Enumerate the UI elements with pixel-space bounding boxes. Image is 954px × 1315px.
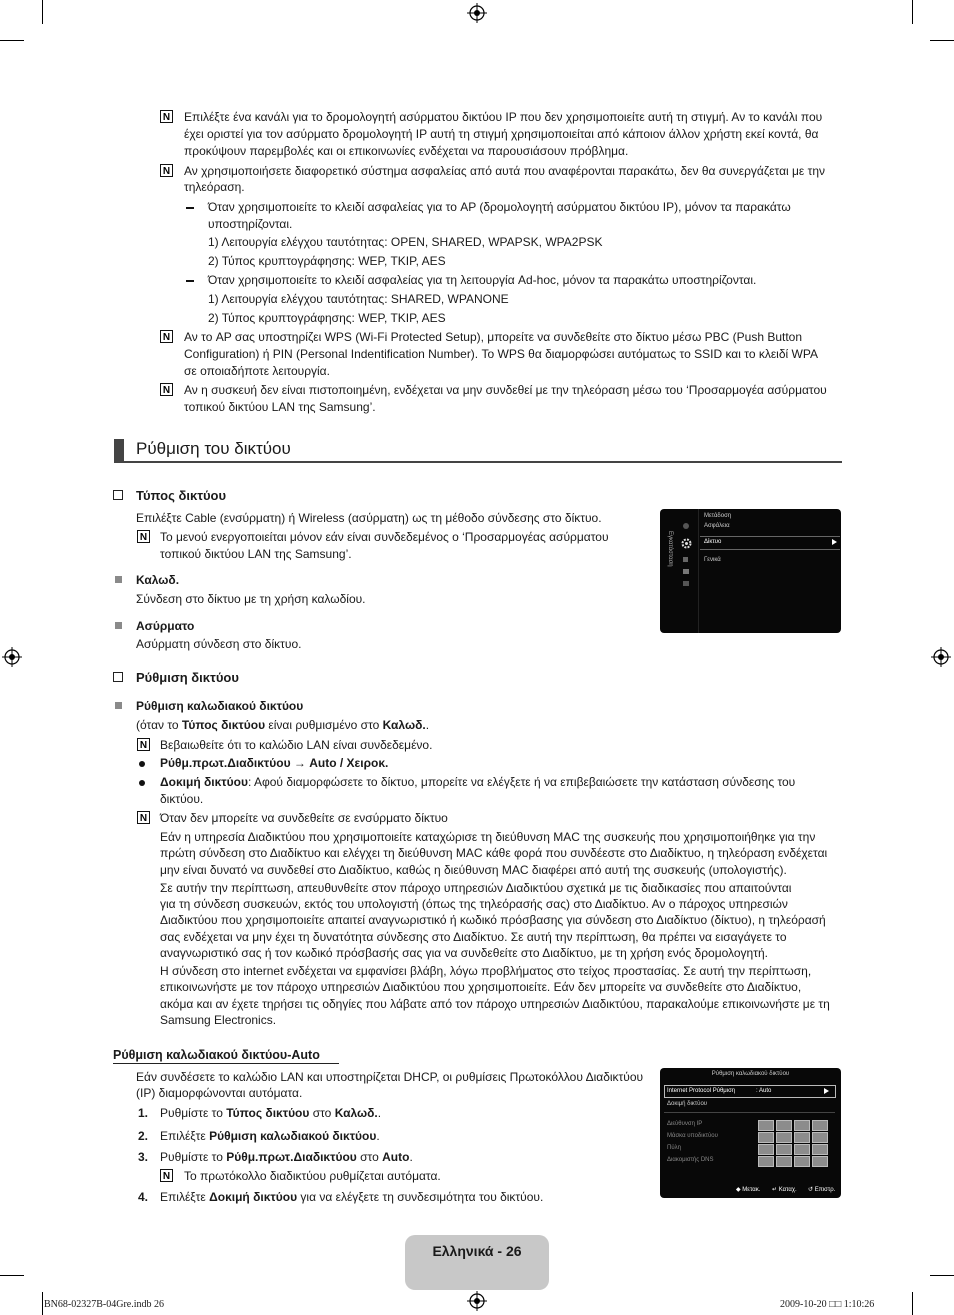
dash-text: 2) Τύπος κρυπτογράφησης: WEP, TKIP, AES (208, 254, 446, 268)
dash-text: 1) Λειτουργία ελέγχου ταυτότητας: OPEN, SHARED, WPAPSK, WPA2PSK (208, 235, 603, 249)
crop-mark (912, 0, 913, 24)
note-text: τοπικού δικτύου LAN της Samsung’. (160, 547, 352, 561)
tv-footer-enter: ↵ Καταχ. (772, 1187, 797, 1193)
note-icon (160, 164, 173, 177)
note-icon (137, 530, 150, 543)
paragraph-line: Διαδικτύου που χρησιμοποιείτε απαιτεί αναγνωριστικό ή κωδικό πρόσβασης για σύνδεση στο Διαδίκτυο (δίκτυο), η τηλεόρασή (160, 913, 826, 927)
arrow-right-icon (832, 539, 837, 545)
registration-mark-icon (467, 3, 487, 23)
tv-ip-octet-field (794, 1132, 810, 1143)
network-test-bullet: Δοκιμή δικτύου: Αφού διαμορφώσετε το δίκτυο, μπορείτε να ελέγξετε ή να επιβεβαιώσετε την κατάσταση σύνδεσης του (160, 775, 796, 789)
dash-text: Όταν χρησιμοποιείτε το κλειδί ασφαλείας για τη λειτουργία Ad-hoc, μόνον τα παρακάτω υποστηρίζονται. (208, 273, 757, 287)
note-text: σε οποιαδήποτε λειτουργία. (184, 364, 330, 378)
square-bullet (115, 702, 122, 709)
crop-mark (42, 0, 43, 24)
tv-ip-octet-field (758, 1132, 774, 1143)
option-cable-desc: Σύνδεση στο δίκτυο με τη χρήση καλωδίου. (136, 592, 366, 606)
svg-text:N: N (139, 532, 148, 543)
note-icon (160, 1169, 173, 1182)
tv-field-label: Διεύθυνση IP (667, 1121, 703, 1127)
svg-text:N: N (139, 740, 148, 751)
tv-divider (698, 509, 699, 633)
note-text: έχει οριστεί για τον ασύρματο δρομολογητή IP αυτή τη στιγμή χρησιμοποιείται από κάποιον άλλον χρήστη εκεί κοντά, θα (184, 127, 819, 141)
section-title: Ρύθμιση του δικτύου (136, 439, 291, 458)
step-text: Επιλέξτε Ρύθμιση καλωδιακού δικτύου. (160, 1129, 380, 1143)
tv-ip-octet-field (794, 1156, 810, 1167)
tv-footer-move: ◆ Μετακ. (736, 1187, 761, 1193)
enter-icon: ↵ (772, 1187, 779, 1193)
crop-mark (0, 1275, 24, 1276)
step-number: 3. (138, 1150, 149, 1164)
tv-menu-icon (683, 569, 689, 574)
option-cable-title: Καλωδ. (136, 573, 180, 587)
round-bullet (139, 761, 145, 767)
paragraph-line: αναγνωριστικό σας ή τον κωδικό πρόσβασής σας για να συνδεθείτε στο Διαδίκτυο, με τη χρήση ενός δρομολογητή. (160, 946, 768, 960)
tv-menu-icon (683, 557, 688, 562)
tv-ip-octet-field (812, 1120, 828, 1131)
tv-ip-octet-field (776, 1156, 792, 1167)
note-icon (137, 738, 150, 751)
svg-text:N: N (162, 112, 171, 123)
tv-menu-item: Γενικά (704, 557, 721, 563)
note-icon (137, 811, 150, 824)
paragraph-line: επικοινωνήστε με τον πάροχο υπηρεσιών Διαδικτύου που χρησιμοποιείτε. Εάν δεν μπορείτε να συνδεθείτε στο Διαδίκτυο, (160, 980, 802, 994)
tv-ip-octet-field (776, 1132, 792, 1143)
heading-checkbox-icon (113, 672, 123, 682)
tv-ip-setting-value: : Auto (756, 1088, 772, 1094)
crop-mark (42, 1292, 43, 1315)
section-title-bar (114, 439, 124, 461)
wired-setup-condition: (όταν το Τύπος δικτύου είναι ρυθμισμένο στο Καλωδ.. (136, 718, 430, 732)
tv-ip-octet-field (758, 1144, 774, 1155)
network-setup-heading: Ρύθμιση δικτύου (136, 670, 239, 685)
crop-mark (930, 1275, 954, 1276)
step-text: Επιλέξτε Δοκιμή δικτύου για να ελέγξετε τη συνδεσιμότητα του δικτύου. (160, 1190, 544, 1204)
paragraph-line: σας ενδέχεται να μην έχει τη δυνατότητα σύνδεσης στο Διαδίκτυο. Σε αυτή την περίπτωση, θα πρέπει να εισαγάγετε το (160, 930, 787, 944)
round-bullet (139, 780, 145, 786)
tv-menu-item: Μετάδοση (704, 513, 732, 519)
tv-ip-setting-label: Internet Protocol Ρύθμιση (667, 1088, 736, 1094)
paragraph-line: Σε αυτήν την περίπτωση, απευθυνθείτε στον πάροχο υπηρεσιών Διαδικτύου σχετικά με τις διαδικασίες που απαιτούνται (160, 881, 792, 895)
tv-footer-return: ↺ Επιστρ. (808, 1187, 836, 1193)
network-type-heading: Τύπος δικτύου (136, 488, 227, 503)
page-number-label: Ελληνικά - 26 (432, 1243, 522, 1259)
note-text: Το μενού ενεργοποιείται μόνον εάν είναι συνδεδεμένος ο ‘Προσαρμογέας ασύρματου (160, 530, 609, 544)
svg-text:N: N (162, 332, 171, 343)
footer-timestamp: 2009-10-20 □□ 1:10:26 (780, 1299, 875, 1310)
note-icon (160, 110, 173, 123)
note-text: Αν χρησιμοποιήσετε διαφορετικό σύστημα ασφαλείας από αυτά που αναφέρονται παρακάτω, δεν θα συνεργάζεται με την (184, 164, 826, 178)
registration-mark-icon (2, 647, 22, 667)
paragraph-line: Samsung Electronics. (160, 1013, 277, 1027)
tv-ip-octet-field (812, 1156, 828, 1167)
option-wireless-desc: Ασύρματη σύνδεση στο δίκτυο. (136, 637, 302, 651)
wired-auto-intro: (IP) διαμορφώνονται αυτόματα. (136, 1086, 303, 1100)
wired-auto-intro: Εάν συνδέσετε το καλώδιο LAN και υποστηρίζεται DHCP, οι ρυθμίσεις Πρωτοκόλλου Διαδικτύου (136, 1070, 644, 1084)
tv-field-label: Διακομιστής DNS (667, 1157, 714, 1163)
note-text: Αν η συσκευή δεν είναι πιστοποιημένη, ενδέχεται να μην συνδεθεί με την τηλεόραση μέσω του ‘Προσαρμογέα ασύρματου (184, 383, 827, 397)
tv-ip-octet-field (794, 1144, 810, 1155)
tv-ip-octet-field (812, 1144, 828, 1155)
tv-side-label: Εγκατάσταση (667, 531, 673, 567)
dash-text: Όταν χρησιμοποιείτε το κλειδί ασφαλείας για το AP (δρομολογητή ασύρματου δικτύου IP), μόνον τα παρακάτω (208, 200, 791, 214)
dash-bullet (186, 280, 194, 282)
tv-setup-menu-screenshot (660, 509, 841, 633)
wired-auto-heading: Ρύθμιση καλωδιακού δικτύου-Auto (113, 1048, 320, 1062)
heading-checkbox-icon (113, 490, 123, 500)
tv-ip-octet-field (776, 1144, 792, 1155)
note-text: Επιλέξτε ένα κανάλι για το δρομολογητή ασύρματου δικτύου IP που δεν χρησιμοποιείτε αυτή τη στιγμή. Αν το κανάλι που (184, 110, 823, 124)
tv-screen-title: Ρύθμιση καλωδιακού δικτύου (711, 1071, 790, 1077)
note-text: Αν το AP σας υποστηρίζει WPS (Wi-Fi Protected Setup), μπορείτε να συνδεθείτε στο δίκτυο μέσω PBC (Push Button (184, 330, 803, 344)
gear-icon (680, 537, 693, 550)
note-text: τηλεόραση. (184, 180, 245, 194)
tv-divider (664, 1112, 835, 1113)
network-test-bullet-cont: δικτύου. (160, 792, 204, 806)
paragraph-line: Η σύνδεση στο internet ενδέχεται να εμφανίσει βλάβη, λόγω προβλήματος στο τείχος προστασίας. Σε αυτή την περίπτωση, (160, 964, 812, 978)
return-icon: ↺ (808, 1187, 815, 1193)
paragraph-line: Εάν η υπηρεσία Διαδικτύου που χρησιμοποιείτε καταχώρισε τη διεύθυνση MAC της συσκευής που χρησιμοποιήθηκε για την (160, 830, 816, 844)
note-text: προκύψουν παρεμβολές και οι επικοινωνίες ενδέχεται να παρουσιάσουν πρόβλημα. (184, 144, 629, 158)
dash-text: 1) Λειτουργία ελέγχου ταυτότητας: SHARED, WPANONE (208, 292, 509, 306)
paragraph-line: ακόμα και αν έχετε τηρήσει τις οδηγίες που λάβατε από τον πάροχο υπηρεσιών Διαδικτύου, παρακαλούμε επικοινωνήστε με τη (160, 997, 830, 1011)
tv-menu-icon (683, 581, 689, 586)
step-text: Ρυθμίστε το Ρύθμ.πρωτ.Διαδικτύου στο Auto. (160, 1150, 413, 1164)
tv-ip-octet-field (812, 1132, 828, 1143)
step-number: 2. (138, 1129, 149, 1143)
tv-field-label: Πύλη (667, 1145, 681, 1151)
note-icon (160, 330, 173, 343)
section-rule (114, 461, 842, 463)
note-text: τοπικού δικτύου LAN της Samsung’. (184, 400, 376, 414)
note-icon (160, 383, 173, 396)
crop-mark (0, 40, 24, 41)
registration-mark-icon (931, 647, 951, 667)
note-text: Το πρωτόκολλο διαδικτύου ρυθμίζεται αυτόματα. (184, 1169, 441, 1183)
square-bullet (115, 622, 122, 629)
svg-text:N: N (162, 166, 171, 177)
tv-network-test: Δοκιμή δικτύου (667, 1101, 708, 1107)
svg-text:N: N (162, 385, 171, 396)
note-text: Όταν δεν μπορείτε να συνδεθείτε σε ενσύρματο δίκτυο (160, 811, 448, 825)
note-text: Βεβαιωθείτε ότι το καλώδιο LAN είναι συνδεδεμένο. (160, 738, 433, 752)
dash-bullet (186, 207, 194, 209)
note-text: Configuration) ή PIN (Personal Indentification Number). Το WPS θα διαμορφώσει αυτόματως το SSID και το κλειδί WPA (184, 347, 818, 361)
tv-menu-item-selected: Δίκτυο (704, 539, 722, 545)
square-bullet (115, 576, 122, 583)
heading-underline (113, 1063, 339, 1064)
svg-text:N: N (139, 813, 148, 824)
paragraph-line: μην είναι δυνατό να συνδεθεί στο Διαδίκτυο, καθώς η διεύθυνση MAC διαφέρει από αυτή της συσκευής (υπολογιστής). (160, 863, 787, 877)
crop-mark (930, 40, 954, 41)
svg-text:N: N (162, 1171, 171, 1182)
step-number: 1. (138, 1106, 149, 1120)
step-number: 4. (138, 1190, 149, 1204)
move-arrows-icon: ◆ (736, 1187, 743, 1193)
ip-setting-bullet: Ρύθμ.πρωτ.Διαδικτύου → Auto / Χειροκ. (160, 756, 389, 770)
option-wireless-title: Ασύρματο (136, 619, 195, 633)
dash-text: 2) Τύπος κρυπτογράφησης: WEP, TKIP, AES (208, 311, 446, 325)
tv-ip-octet-field (794, 1120, 810, 1131)
paragraph-line: για τη σύνδεση συσκευών, εκτός του υπολογιστή (όπως της τηλεόρασής σας) στο Διαδίκτυο. Αν ο πάροχος υπηρεσιών (160, 897, 788, 911)
network-type-desc: Επιλέξτε Cable (ενσύρματη) ή Wireless (ασύρματη) ως τη μέθοδο σύνδεσης στο δίκτυο. (136, 511, 602, 525)
arrow-right-icon (824, 1088, 829, 1094)
registration-mark-icon (467, 1291, 487, 1311)
step-text: Ρυθμίστε το Τύπος δικτύου στο Καλωδ.. (160, 1106, 382, 1120)
tv-ip-octet-field (776, 1120, 792, 1131)
tv-ip-octet-field (758, 1120, 774, 1131)
tv-menu-item: Ασφάλεια (704, 523, 730, 529)
footer-file-name: BN68-02327B-04Gre.indb 26 (44, 1299, 164, 1310)
tv-ip-octet-field (758, 1156, 774, 1167)
crop-mark (912, 1292, 913, 1315)
paragraph-line: πρώτη σύνδεση στο Διαδίκτυο και ελέγχει τη διεύθυνση MAC κάθε φορά που συνδέεστε στο Διαδίκτυο, η τηλεόραση ενδέχεται (160, 846, 828, 860)
tv-field-label: Μάσκα υποδικτύου (667, 1133, 718, 1139)
wired-setup-heading: Ρύθμιση καλωδιακού δικτύου (136, 699, 304, 713)
tv-menu-icon (683, 523, 689, 529)
dash-text: υποστηρίζονται. (208, 217, 293, 231)
tv-wired-setup-screenshot (660, 1068, 841, 1198)
